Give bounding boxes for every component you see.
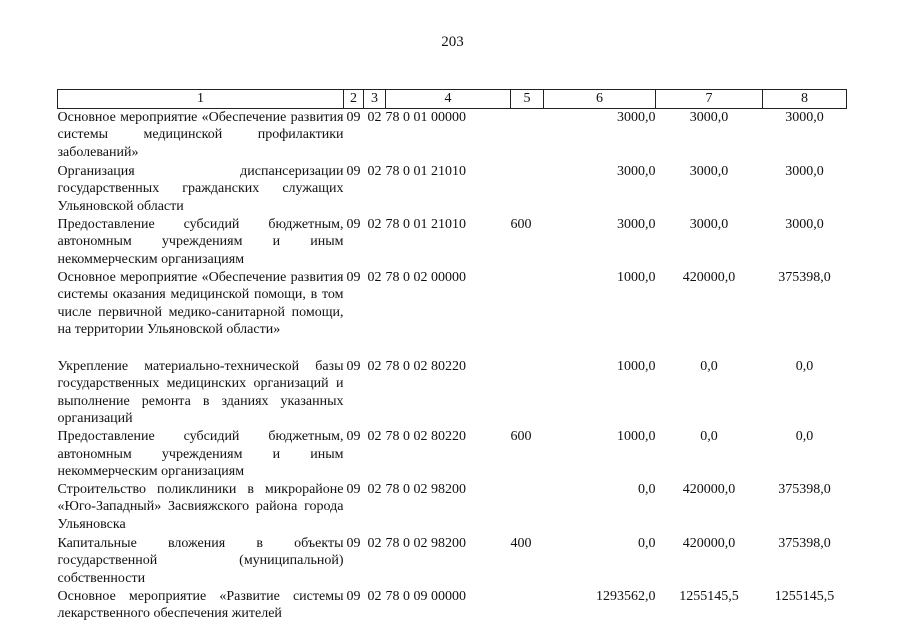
row-subsection: 02 xyxy=(367,588,382,604)
row-value-6: 3000,0 xyxy=(617,109,656,125)
row-section: 09 xyxy=(346,535,361,551)
row-expense-type xyxy=(511,108,544,163)
row-name: Основное мероприятие «Обеспечение развития системы медицинской профилактики заболеваний» xyxy=(57,109,344,160)
row-expense-type: 600 xyxy=(510,428,532,444)
table-row xyxy=(58,428,847,481)
row-subsection: 02 xyxy=(367,163,382,179)
row-target-code: 78 0 01 21010 xyxy=(385,163,466,179)
row-value-8: 375398,0 xyxy=(778,535,831,551)
row-section: 09 xyxy=(346,109,361,125)
row-section: 09 xyxy=(346,428,361,444)
row-section: 09 xyxy=(346,358,361,374)
table-row xyxy=(58,108,847,163)
row-subsection: 02 xyxy=(367,481,382,497)
row-value-6: 0,0 xyxy=(638,481,656,497)
row-subsection: 02 xyxy=(367,109,382,125)
row-target-code: 78 0 02 98200 xyxy=(385,481,466,497)
row-value-6: 1000,0 xyxy=(617,269,656,285)
row-value-7: 420000,0 xyxy=(682,269,736,285)
row-value-8: 3000,0 xyxy=(785,163,824,179)
table-row xyxy=(58,269,847,358)
row-value-8: 375398,0 xyxy=(778,481,831,497)
row-section: 09 xyxy=(346,269,361,285)
column-header: 8 xyxy=(763,90,847,109)
column-header: 7 xyxy=(656,90,763,109)
table-row xyxy=(58,481,847,535)
row-section: 09 xyxy=(346,216,361,232)
table-row xyxy=(58,163,847,216)
row-subsection: 02 xyxy=(367,535,382,551)
row-subsection: 02 xyxy=(367,216,382,232)
row-expense-type xyxy=(511,588,544,624)
row-target-code: 78 0 01 00000 xyxy=(385,109,466,125)
column-header: 1 xyxy=(58,90,344,109)
table-row xyxy=(58,216,847,269)
row-target-code: 78 0 09 00000 xyxy=(385,588,466,604)
row-expense-type xyxy=(511,269,544,358)
row-subsection: 02 xyxy=(367,428,382,444)
row-value-7: 3000,0 xyxy=(689,216,729,232)
row-section: 09 xyxy=(346,481,361,497)
column-header: 4 xyxy=(386,90,511,109)
row-value-7: 3000,0 xyxy=(689,163,729,179)
row-value-7: 1255145,5 xyxy=(679,588,739,604)
row-target-code: 78 0 02 00000 xyxy=(385,269,466,285)
row-target-code: 78 0 01 21010 xyxy=(385,216,466,232)
table-row xyxy=(58,588,847,624)
row-expense-type xyxy=(511,163,544,216)
table-row xyxy=(58,358,847,428)
row-value-6: 1000,0 xyxy=(617,358,656,374)
column-header: 2 xyxy=(344,90,364,109)
row-target-code: 78 0 02 80220 xyxy=(385,358,466,374)
row-name: Строительство поликлиники в микрорайоне «Юго-Западный» Засвияжского района города Ульяновска xyxy=(57,481,344,532)
table-header-row xyxy=(58,90,847,109)
row-value-8: 0,0 xyxy=(795,358,814,374)
row-value-7: 420000,0 xyxy=(682,481,736,497)
column-header: 3 xyxy=(364,90,386,109)
row-value-8: 375398,0 xyxy=(778,269,831,285)
row-name: Предоставление субсидий бюджетным, автономным учреждениям и иным некоммерческим организациям xyxy=(57,428,344,480)
row-value-8: 1255145,5 xyxy=(774,588,835,604)
column-header: 5 xyxy=(511,90,544,109)
row-value-7: 0,0 xyxy=(700,428,718,444)
row-expense-type: 600 xyxy=(510,216,532,232)
row-name: Предоставление субсидий бюджетным, автономным учреждениям и иным некоммерческим организациям xyxy=(57,216,344,267)
column-header: 6 xyxy=(544,90,656,109)
row-value-6: 3000,0 xyxy=(617,163,656,179)
row-section: 09 xyxy=(346,163,361,179)
page-number: 203 xyxy=(441,34,464,50)
row-value-8: 3000,0 xyxy=(785,109,824,125)
row-value-8: 0,0 xyxy=(795,428,814,444)
row-value-6: 0,0 xyxy=(638,535,656,551)
row-subsection: 02 xyxy=(367,269,382,285)
row-expense-type: 400 xyxy=(510,535,532,551)
row-subsection: 02 xyxy=(367,358,382,374)
row-value-7: 3000,0 xyxy=(689,109,729,125)
row-section: 09 xyxy=(346,588,361,604)
row-name: Основное мероприятие «Обеспечение развития системы оказания медицинской помощи, в том числе первичной медико-санитарной помощи, на территории Ульяновской области» xyxy=(57,269,344,338)
table-row xyxy=(58,535,847,588)
budget-table xyxy=(57,89,847,624)
row-value-7: 0,0 xyxy=(700,358,718,374)
row-value-6: 1000,0 xyxy=(617,428,656,444)
row-name: Укрепление материально-технической базы государственных медицинских организаций и выполнение ремонта в зданиях указанных организаций xyxy=(57,358,344,427)
row-name: Основное мероприятие «Развитие системы лекарственного обеспечения жителей xyxy=(57,588,344,622)
row-target-code: 78 0 02 80220 xyxy=(385,428,466,444)
row-value-6: 3000,0 xyxy=(617,216,656,232)
row-value-8: 3000,0 xyxy=(785,216,824,232)
row-target-code: 78 0 02 98200 xyxy=(385,535,466,551)
row-expense-type xyxy=(511,358,544,428)
row-value-7: 420000,0 xyxy=(682,535,736,551)
row-expense-type xyxy=(511,481,544,535)
row-name: Организация диспансеризации государственных гражданских служащих Ульяновской области xyxy=(57,163,344,214)
row-name: Капитальные вложения в объекты государственной (муниципальной) собственности xyxy=(57,535,344,586)
row-value-6: 1293562,0 xyxy=(596,588,656,604)
